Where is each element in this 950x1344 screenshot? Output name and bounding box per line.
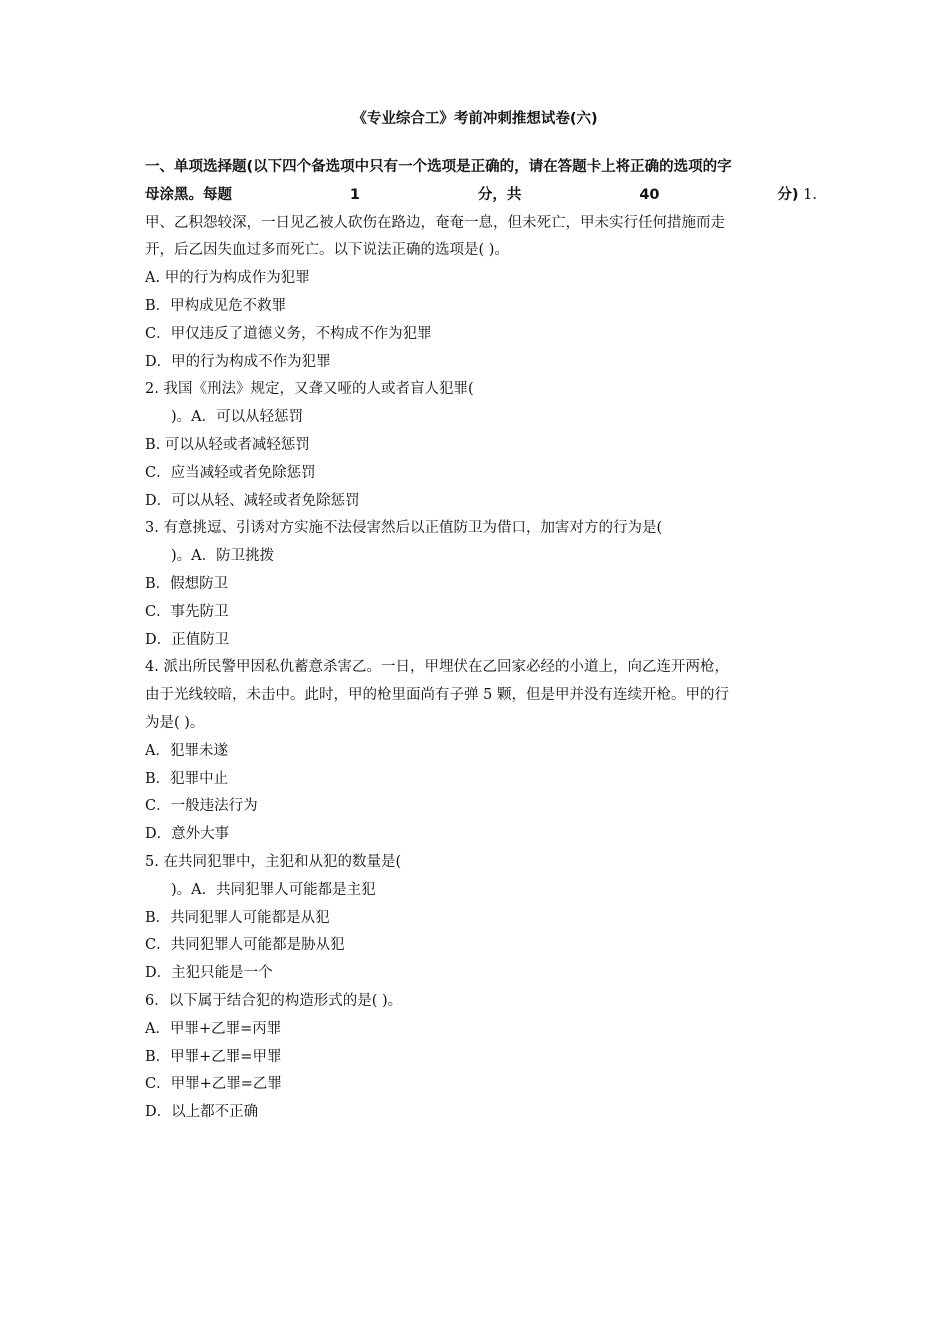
section-header-line-2 [145,182,817,210]
option-line: B．甲罪+乙罪=甲罪 [145,1048,282,1065]
section-header-part: 分) [777,186,799,203]
question-text-line: 由于光线较暗，未击中。此时，甲的枪里面尚有子弹 5 颗，但是甲并没有连续开枪。甲的行 [145,687,729,704]
document-body [145,154,817,1127]
option-line: C．甲罪+乙罪=乙罪 [145,1076,282,1093]
question-text-line: 6．以下属于结合犯的构造形式的是( )。 [145,992,403,1009]
option-line: B．甲构成见危不救罪 [145,297,287,314]
option-line: C．一般违法行为 [145,798,258,815]
option-line: D．以上都不正确 [145,1104,259,1121]
option-line: C．共同犯罪人可能都是胁从犯 [145,937,345,954]
option-line: C．甲仅违反了道德义务，不构成不作为犯罪 [145,325,432,342]
question-text-line: 为是( )。 [145,714,205,731]
option-line: )。A．防卫挑拨 [171,548,275,565]
question-number: 1. [803,186,817,203]
question-text-line: 4. 派出所民警甲因私仇蓄意杀害乙。一日，甲埋伏在乙回家必经的小道上，向乙连开两枪， [145,659,729,676]
question-text-line: 3. 有意挑逗、引诱对方实施不法侵害然后以正值防卫为借口，加害对方的行为是( [145,520,663,537]
question-text-line: 甲、乙积怨较深，一日见乙被人砍伤在路边，奄奄一息，但未死亡，甲未实行任何措施而走 [145,214,725,231]
option-line: D．正值防卫 [145,631,230,648]
option-line: B．犯罪中止 [145,770,229,787]
option-line: B．共同犯罪人可能都是从犯 [145,909,330,926]
section-header-part: 分，共 [477,186,522,203]
option-line: A．甲罪+乙罪=丙罪 [145,1020,282,1037]
option-line: B. 可以从轻或者减轻惩罚 [145,436,310,453]
option-line: A．犯罪未遂 [145,742,228,759]
section-header-part: 母涂黑。每题 [145,186,232,203]
option-line: A. 甲的行为构成作为犯罪 [145,270,310,287]
question-text-line: 5. 在共同犯罪中，主犯和从犯的数量是( [145,853,402,870]
option-line: )。A．共同犯罪人可能都是主犯 [171,881,376,898]
section-header-part: 40 [639,186,660,203]
option-line: D．甲的行为构成不作为犯罪 [145,353,331,370]
document-title: 《专业综合工》考前冲刺推想试卷(六) [352,111,598,127]
section-header-end [777,182,817,210]
option-line: D．意外大事 [145,826,230,843]
section-header-line-1: 一、单项选择题(以下四个备选项中只有一个选项是正确的，请在答题卡上将正确的选项的字 [145,159,732,175]
question-text-line: 2. 我国《刑法》规定，又聋又哑的人或者盲人犯罪( [145,381,474,398]
option-line: C．应当减轻或者免除惩罚 [145,464,316,481]
option-line: )。A．可以从轻惩罚 [171,409,304,426]
option-line: D．主犯只能是一个 [145,965,273,982]
option-line: C．事先防卫 [145,603,229,620]
option-line: B．假想防卫 [145,575,229,592]
question-text-line: 开，后乙因失血过多而死亡。以下说法正确的选项是( )。 [145,242,509,259]
section-header-part: 1 [349,186,360,203]
option-line: D．可以从轻、减轻或者免除惩罚 [145,492,360,509]
